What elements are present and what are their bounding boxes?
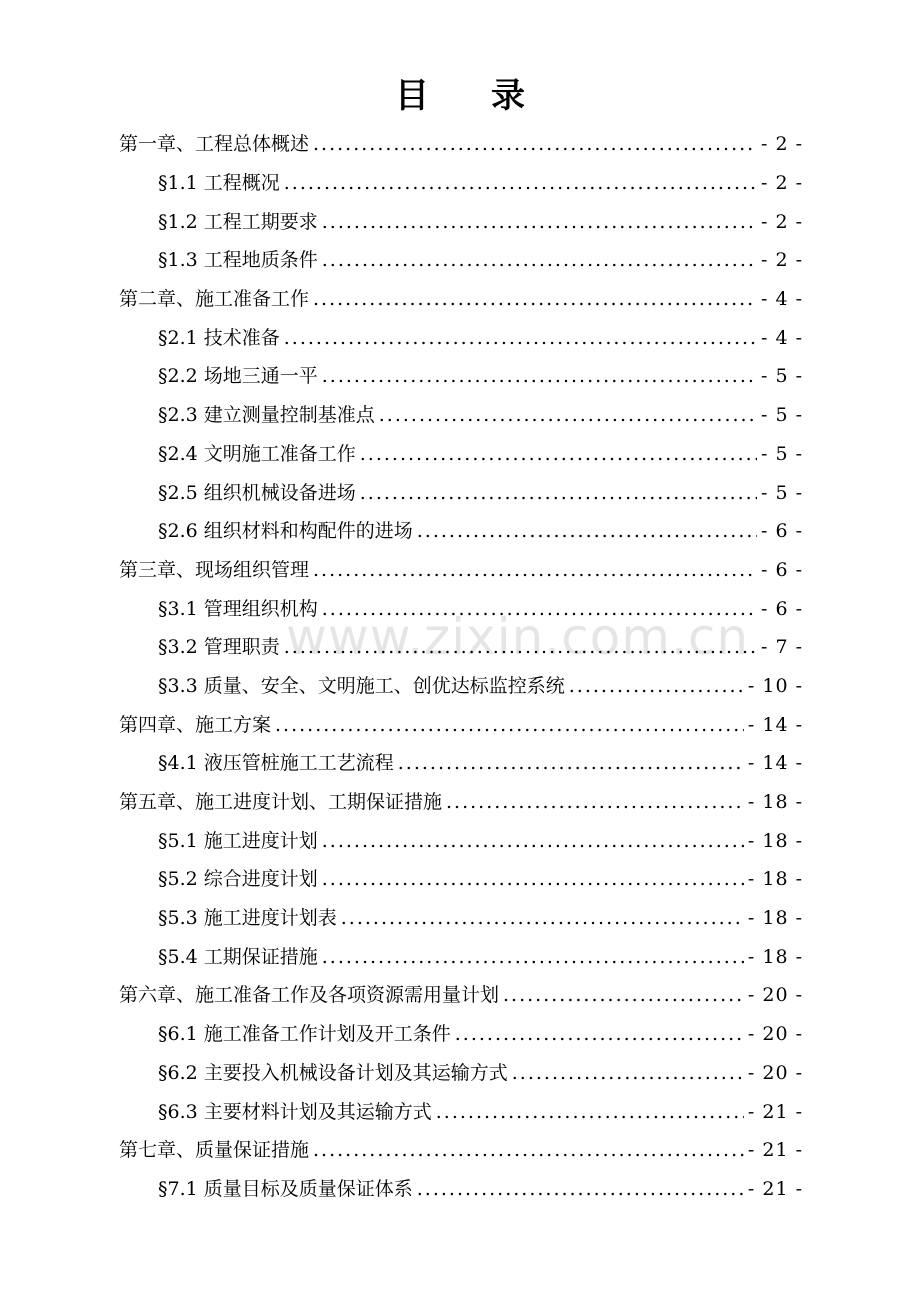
dot-leader [322, 248, 757, 272]
toc-entry[interactable] [0, 1092, 803, 1131]
toc-entry-page: - 7 - [760, 636, 803, 659]
toc-entry-text: §2.4 文明施工准备工作 [158, 442, 356, 465]
watermark: www.zixin.com.cn [286, 608, 750, 666]
toc-entry[interactable] [0, 1170, 803, 1209]
dot-leader [313, 558, 757, 582]
toc-entry-text: §3.1 管理组织机构 [158, 597, 318, 620]
toc-entry-text: §5.3 施工进度计划表 [158, 907, 337, 930]
dot-leader [417, 519, 757, 543]
dot-leader [398, 751, 744, 775]
toc-entry-page: - 5 - [760, 404, 803, 427]
toc-entry[interactable] [0, 860, 803, 899]
dot-leader [512, 1061, 744, 1085]
dot-leader [284, 635, 757, 659]
dot-leader [275, 713, 744, 737]
dot-leader [322, 364, 757, 388]
dot-leader [313, 1138, 744, 1162]
toc-entry[interactable] [0, 164, 803, 203]
toc-entry-text: §1.3 工程地质条件 [158, 249, 318, 272]
toc-entry-page: - 20 - [747, 1061, 803, 1084]
dot-leader [322, 867, 744, 891]
toc-entry[interactable] [0, 1015, 803, 1054]
toc-entry-page: - 18 - [747, 791, 803, 814]
toc-entry[interactable] [0, 628, 803, 667]
toc-entry[interactable] [0, 976, 803, 1015]
toc-entry-page: - 4 - [760, 288, 803, 311]
toc-entry[interactable] [0, 241, 803, 280]
toc-entry-page: - 10 - [747, 674, 803, 697]
toc-list [0, 125, 920, 1208]
toc-entry[interactable] [0, 280, 803, 319]
toc-entry-text: §3.2 管理职责 [158, 636, 280, 659]
toc-entry-page: - 5 - [760, 481, 803, 504]
toc-entry-page: - 21 - [747, 1100, 803, 1123]
toc-entry-text: §5.4 工期保证措施 [158, 945, 318, 968]
toc-entry[interactable] [0, 1054, 803, 1093]
toc-entry-page: - 21 - [747, 1177, 803, 1200]
toc-entry-text: 第二章、施工准备工作 [119, 288, 310, 311]
toc-entry[interactable] [0, 435, 803, 474]
dot-leader [569, 674, 744, 698]
toc-title-left: 目 [395, 76, 429, 116]
dot-leader [360, 442, 757, 466]
toc-entry[interactable] [0, 589, 803, 628]
toc-entry-text: §2.2 场地三通一平 [158, 365, 318, 388]
toc-entry[interactable] [0, 202, 803, 241]
toc-entry-page: - 18 - [747, 907, 803, 930]
toc-entry-page: - 6 - [760, 520, 803, 543]
toc-entry-page: - 18 - [747, 945, 803, 968]
dot-leader [284, 326, 757, 350]
dot-leader [322, 829, 744, 853]
toc-entry-text: §6.3 主要材料计划及其运输方式 [158, 1100, 432, 1123]
toc-entry[interactable] [0, 473, 803, 512]
dot-leader [313, 132, 757, 156]
toc-entry[interactable] [0, 937, 803, 976]
toc-entry-text: §3.3 质量、安全、文明施工、创优达标监控系统 [158, 674, 565, 697]
toc-entry-page: - 20 - [747, 1023, 803, 1046]
toc-entry[interactable] [0, 512, 803, 551]
toc-title-right: 录 [491, 76, 525, 116]
dot-leader [455, 1022, 744, 1046]
toc-entry-page: - 20 - [747, 984, 803, 1007]
dot-leader [322, 945, 744, 969]
dot-leader [503, 983, 744, 1007]
toc-entry-text: §4.1 液压管桩施工工艺流程 [158, 752, 394, 775]
toc-entry-text: §2.3 建立测量控制基准点 [158, 404, 375, 427]
toc-entry-text: §7.1 质量目标及质量保证体系 [158, 1177, 413, 1200]
toc-entry-text: 第六章、施工准备工作及各项资源需用量计划 [119, 984, 500, 1007]
dot-leader [436, 1100, 744, 1124]
toc-entry[interactable] [0, 705, 803, 744]
dot-leader [313, 287, 757, 311]
toc-entry-text: §2.1 技术准备 [158, 326, 280, 349]
toc-entry-page: - 14 - [747, 713, 803, 736]
toc-entry-text: 第三章、现场组织管理 [119, 558, 310, 581]
toc-entry-text: 第五章、施工进度计划、工期保证措施 [119, 791, 443, 814]
toc-entry-text: §5.1 施工进度计划 [158, 829, 318, 852]
toc-entry[interactable] [0, 821, 803, 860]
toc-entry-text: §6.2 主要投入机械设备计划及其运输方式 [158, 1061, 508, 1084]
toc-entry-page: - 6 - [760, 597, 803, 620]
toc-entry[interactable] [0, 551, 803, 590]
toc-entry-page: - 2 - [760, 249, 803, 272]
toc-entry-page: - 5 - [760, 442, 803, 465]
toc-entry[interactable] [0, 396, 803, 435]
dot-leader [417, 1177, 744, 1201]
toc-entry-page: - 14 - [747, 752, 803, 775]
toc-entry-text: 第四章、施工方案 [119, 713, 272, 736]
toc-entry-text: §6.1 施工准备工作计划及开工条件 [158, 1023, 451, 1046]
toc-entry[interactable] [0, 899, 803, 938]
dot-leader [322, 597, 757, 621]
toc-entry[interactable] [0, 318, 803, 357]
toc-entry-text: 第一章、工程总体概述 [119, 133, 310, 156]
toc-entry-text: §1.2 工程工期要求 [158, 210, 318, 233]
dot-leader [284, 171, 757, 195]
dot-leader [322, 210, 757, 234]
toc-entry[interactable] [0, 783, 803, 822]
dot-leader [379, 403, 757, 427]
toc-entry[interactable] [0, 744, 803, 783]
toc-title [0, 74, 920, 118]
toc-entry-page: - 2 - [760, 210, 803, 233]
toc-entry[interactable] [0, 357, 803, 396]
toc-entry-text: §1.1 工程概况 [158, 172, 280, 195]
toc-entry-text: §2.6 组织材料和构配件的进场 [158, 520, 413, 543]
dot-leader [341, 906, 744, 930]
toc-entry-page: - 18 - [747, 829, 803, 852]
toc-entry-page: - 5 - [760, 365, 803, 388]
toc-entry[interactable] [0, 667, 803, 706]
toc-entry-text: §5.2 综合进度计划 [158, 868, 318, 891]
toc-entry-page: - 4 - [760, 326, 803, 349]
dot-leader [360, 481, 757, 505]
toc-entry-page: - 2 - [760, 172, 803, 195]
dot-leader [446, 790, 744, 814]
toc-entry-text: 第七章、质量保证措施 [119, 1139, 310, 1162]
toc-entry-page: - 18 - [747, 868, 803, 891]
toc-entry-page: - 21 - [747, 1139, 803, 1162]
toc-entry[interactable] [0, 1131, 803, 1170]
toc-entry-text: §2.5 组织机械设备进场 [158, 481, 356, 504]
toc-entry-page: - 2 - [760, 133, 803, 156]
toc-entry-page: - 6 - [760, 558, 803, 581]
toc-entry[interactable] [0, 125, 803, 164]
